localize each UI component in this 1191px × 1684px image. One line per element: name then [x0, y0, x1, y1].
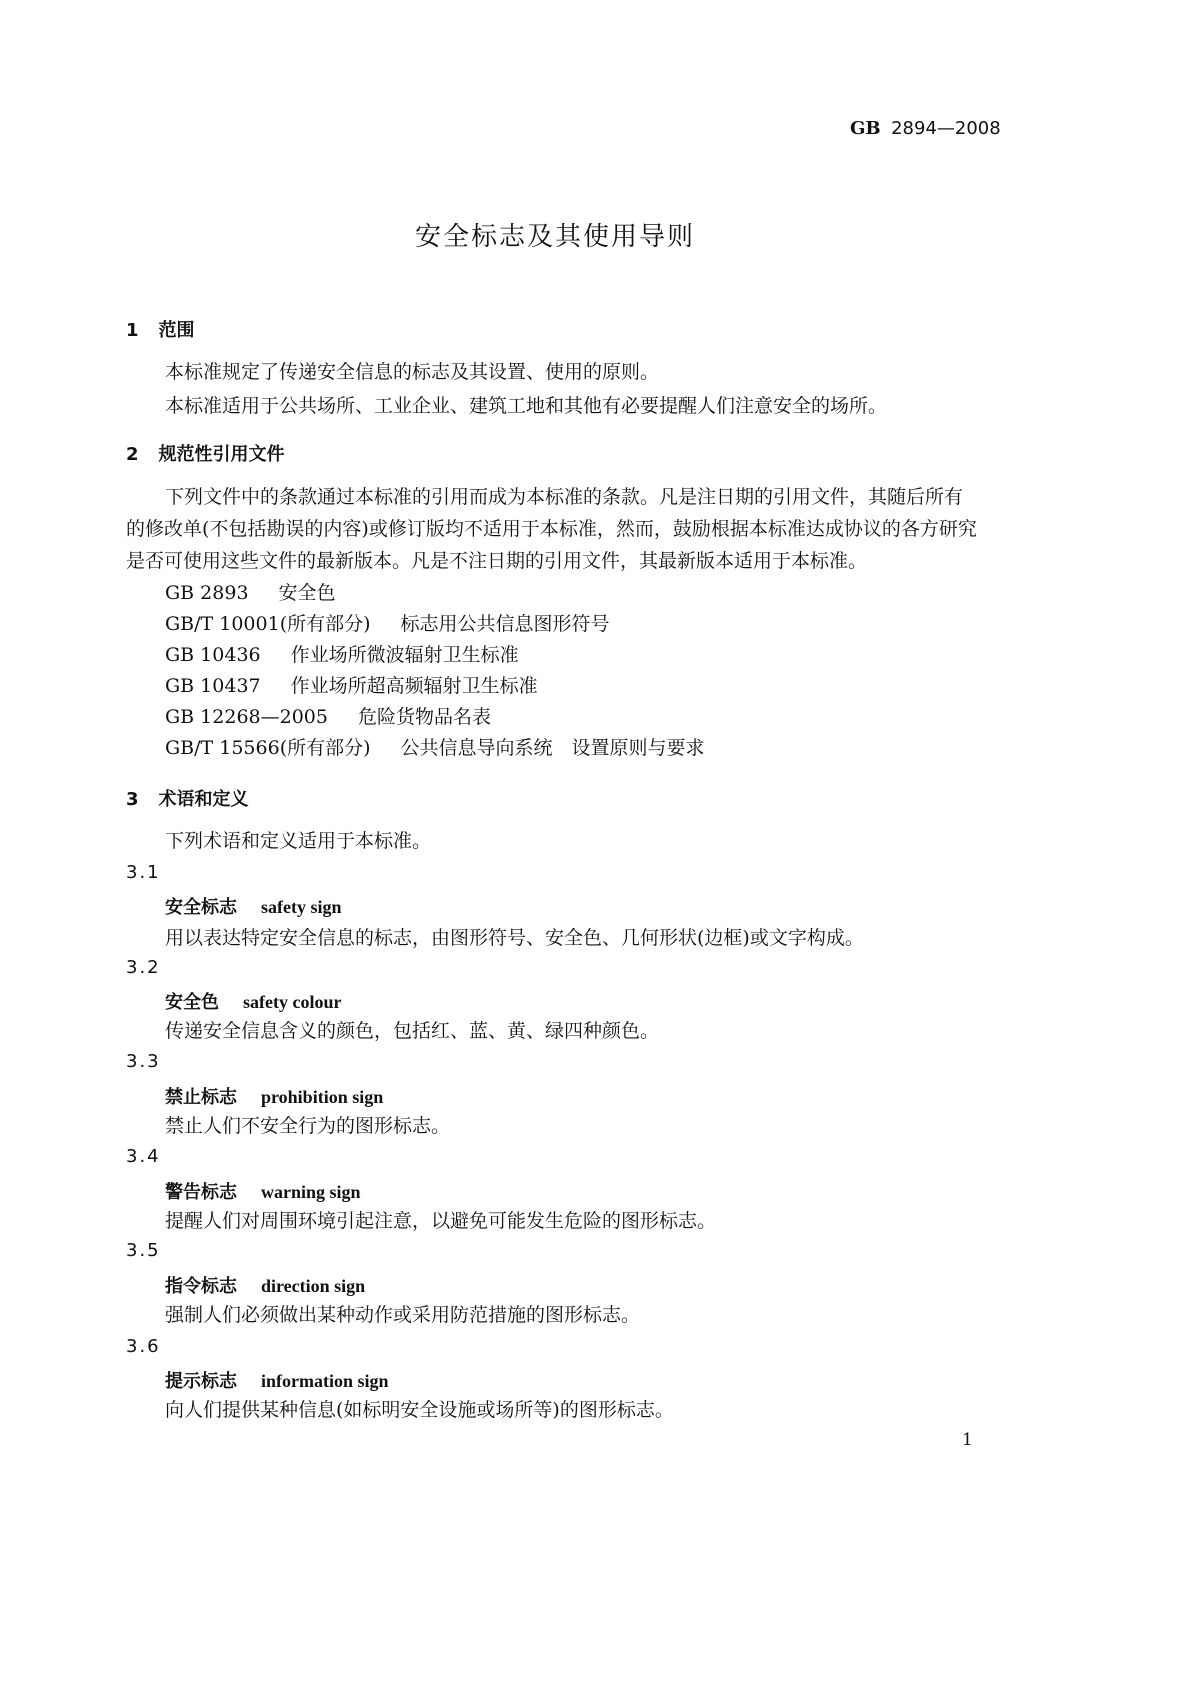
term-definition: 传递安全信息含义的颜色，包括红、蓝、黄、绿四种颜色。 [165, 1020, 660, 1042]
paragraph: 下列术语和定义适用于本标准。 [165, 830, 432, 852]
term-number: 3.2 [126, 957, 161, 978]
section-title: 规范性引用文件 [158, 444, 285, 465]
term-heading [165, 988, 341, 1014]
reference-item [165, 638, 519, 672]
section-number: 2 [126, 444, 139, 465]
term-english: safety sign [261, 897, 342, 917]
section-1-heading [126, 316, 195, 342]
term-chinese: 禁止标志 [165, 1087, 237, 1108]
reference-code: GB/T 10001(所有部分) [165, 613, 371, 635]
reference-code: GB 12268—2005 [165, 706, 328, 728]
term-chinese: 安全标志 [165, 897, 237, 918]
term-heading [165, 893, 342, 919]
paragraph: 本标准适用于公共场所、工业企业、建筑工地和其他有必要提醒人们注意安全的场所。 [165, 395, 888, 417]
paragraph-line: 是否可使用这些文件的最新版本。凡是不注日期的引用文件，其最新版本适用于本标准。 [126, 550, 868, 572]
section-2-heading [126, 440, 285, 466]
section-title: 术语和定义 [158, 789, 249, 810]
reference-title: 公共信息导向系统 设置原则与要求 [400, 737, 705, 759]
page-number: 1 [962, 1430, 973, 1450]
term-definition: 向人们提供某种信息(如标明安全设施或场所等)的图形标志。 [165, 1399, 674, 1421]
term-english: safety colour [243, 992, 342, 1012]
reference-item [165, 669, 538, 703]
term-number: 3.6 [126, 1336, 161, 1357]
term-number: 3.3 [126, 1051, 161, 1072]
term-number: 3.4 [126, 1146, 161, 1167]
term-heading [165, 1367, 389, 1393]
paragraph: 本标准规定了传递安全信息的标志及其设置、使用的原则。 [165, 361, 660, 383]
term-english: warning sign [261, 1182, 361, 1202]
term-definition: 提醒人们对周围环境引起注意，以避免可能发生危险的图形标志。 [165, 1210, 717, 1232]
reference-item [165, 607, 610, 641]
term-number: 3.1 [126, 862, 161, 883]
term-chinese: 指令标志 [165, 1276, 237, 1297]
reference-title: 作业场所微波辐射卫生标准 [290, 644, 519, 666]
term-definition: 强制人们必须做出某种动作或采用防范措施的图形标志。 [165, 1304, 641, 1326]
term-english: prohibition sign [261, 1087, 384, 1107]
term-english: direction sign [261, 1276, 366, 1296]
reference-title: 危险货物品名表 [357, 706, 491, 728]
paragraph-line: 的修改单(不包括勘误的内容)或修订版均不适用于本标准，然而，鼓励根据本标准达成协议的各方研究 [126, 518, 977, 540]
standard-code: 2894—2008 [891, 118, 1001, 139]
reference-title: 标志用公共信息图形符号 [400, 613, 610, 635]
section-title: 范围 [158, 320, 195, 341]
section-number: 1 [126, 320, 139, 341]
term-heading [165, 1272, 365, 1298]
term-number: 3.5 [126, 1240, 161, 1261]
reference-title: 作业场所超高频辐射卫生标准 [290, 675, 538, 697]
standard-number [850, 118, 1001, 139]
reference-item [165, 576, 336, 610]
term-definition: 禁止人们不安全行为的图形标志。 [165, 1115, 451, 1137]
term-chinese: 警告标志 [165, 1182, 237, 1203]
paragraph-line: 下列文件中的条款通过本标准的引用而成为本标准的条款。凡是注日期的引用文件，其随后所有 [165, 486, 964, 508]
reference-code: GB/T 15566(所有部分) [165, 737, 371, 759]
term-english: information sign [261, 1371, 389, 1391]
reference-code: GB 2893 [165, 582, 249, 604]
term-heading [165, 1083, 383, 1109]
section-3-heading [126, 785, 249, 811]
document-title: 安全标志及其使用导则 [414, 222, 695, 252]
term-definition: 用以表达特定安全信息的标志，由图形符号、安全色、几何形状(边框)或文字构成。 [165, 927, 864, 949]
reference-code: GB 10437 [165, 675, 261, 697]
reference-title: 安全色 [278, 582, 336, 604]
reference-code: GB 10436 [165, 644, 261, 666]
term-chinese: 提示标志 [165, 1371, 237, 1392]
reference-item [165, 731, 705, 765]
section-number: 3 [126, 789, 139, 810]
reference-item [165, 700, 491, 734]
term-chinese: 安全色 [165, 992, 219, 1013]
term-heading [165, 1178, 361, 1204]
standard-prefix: GB [850, 118, 881, 139]
